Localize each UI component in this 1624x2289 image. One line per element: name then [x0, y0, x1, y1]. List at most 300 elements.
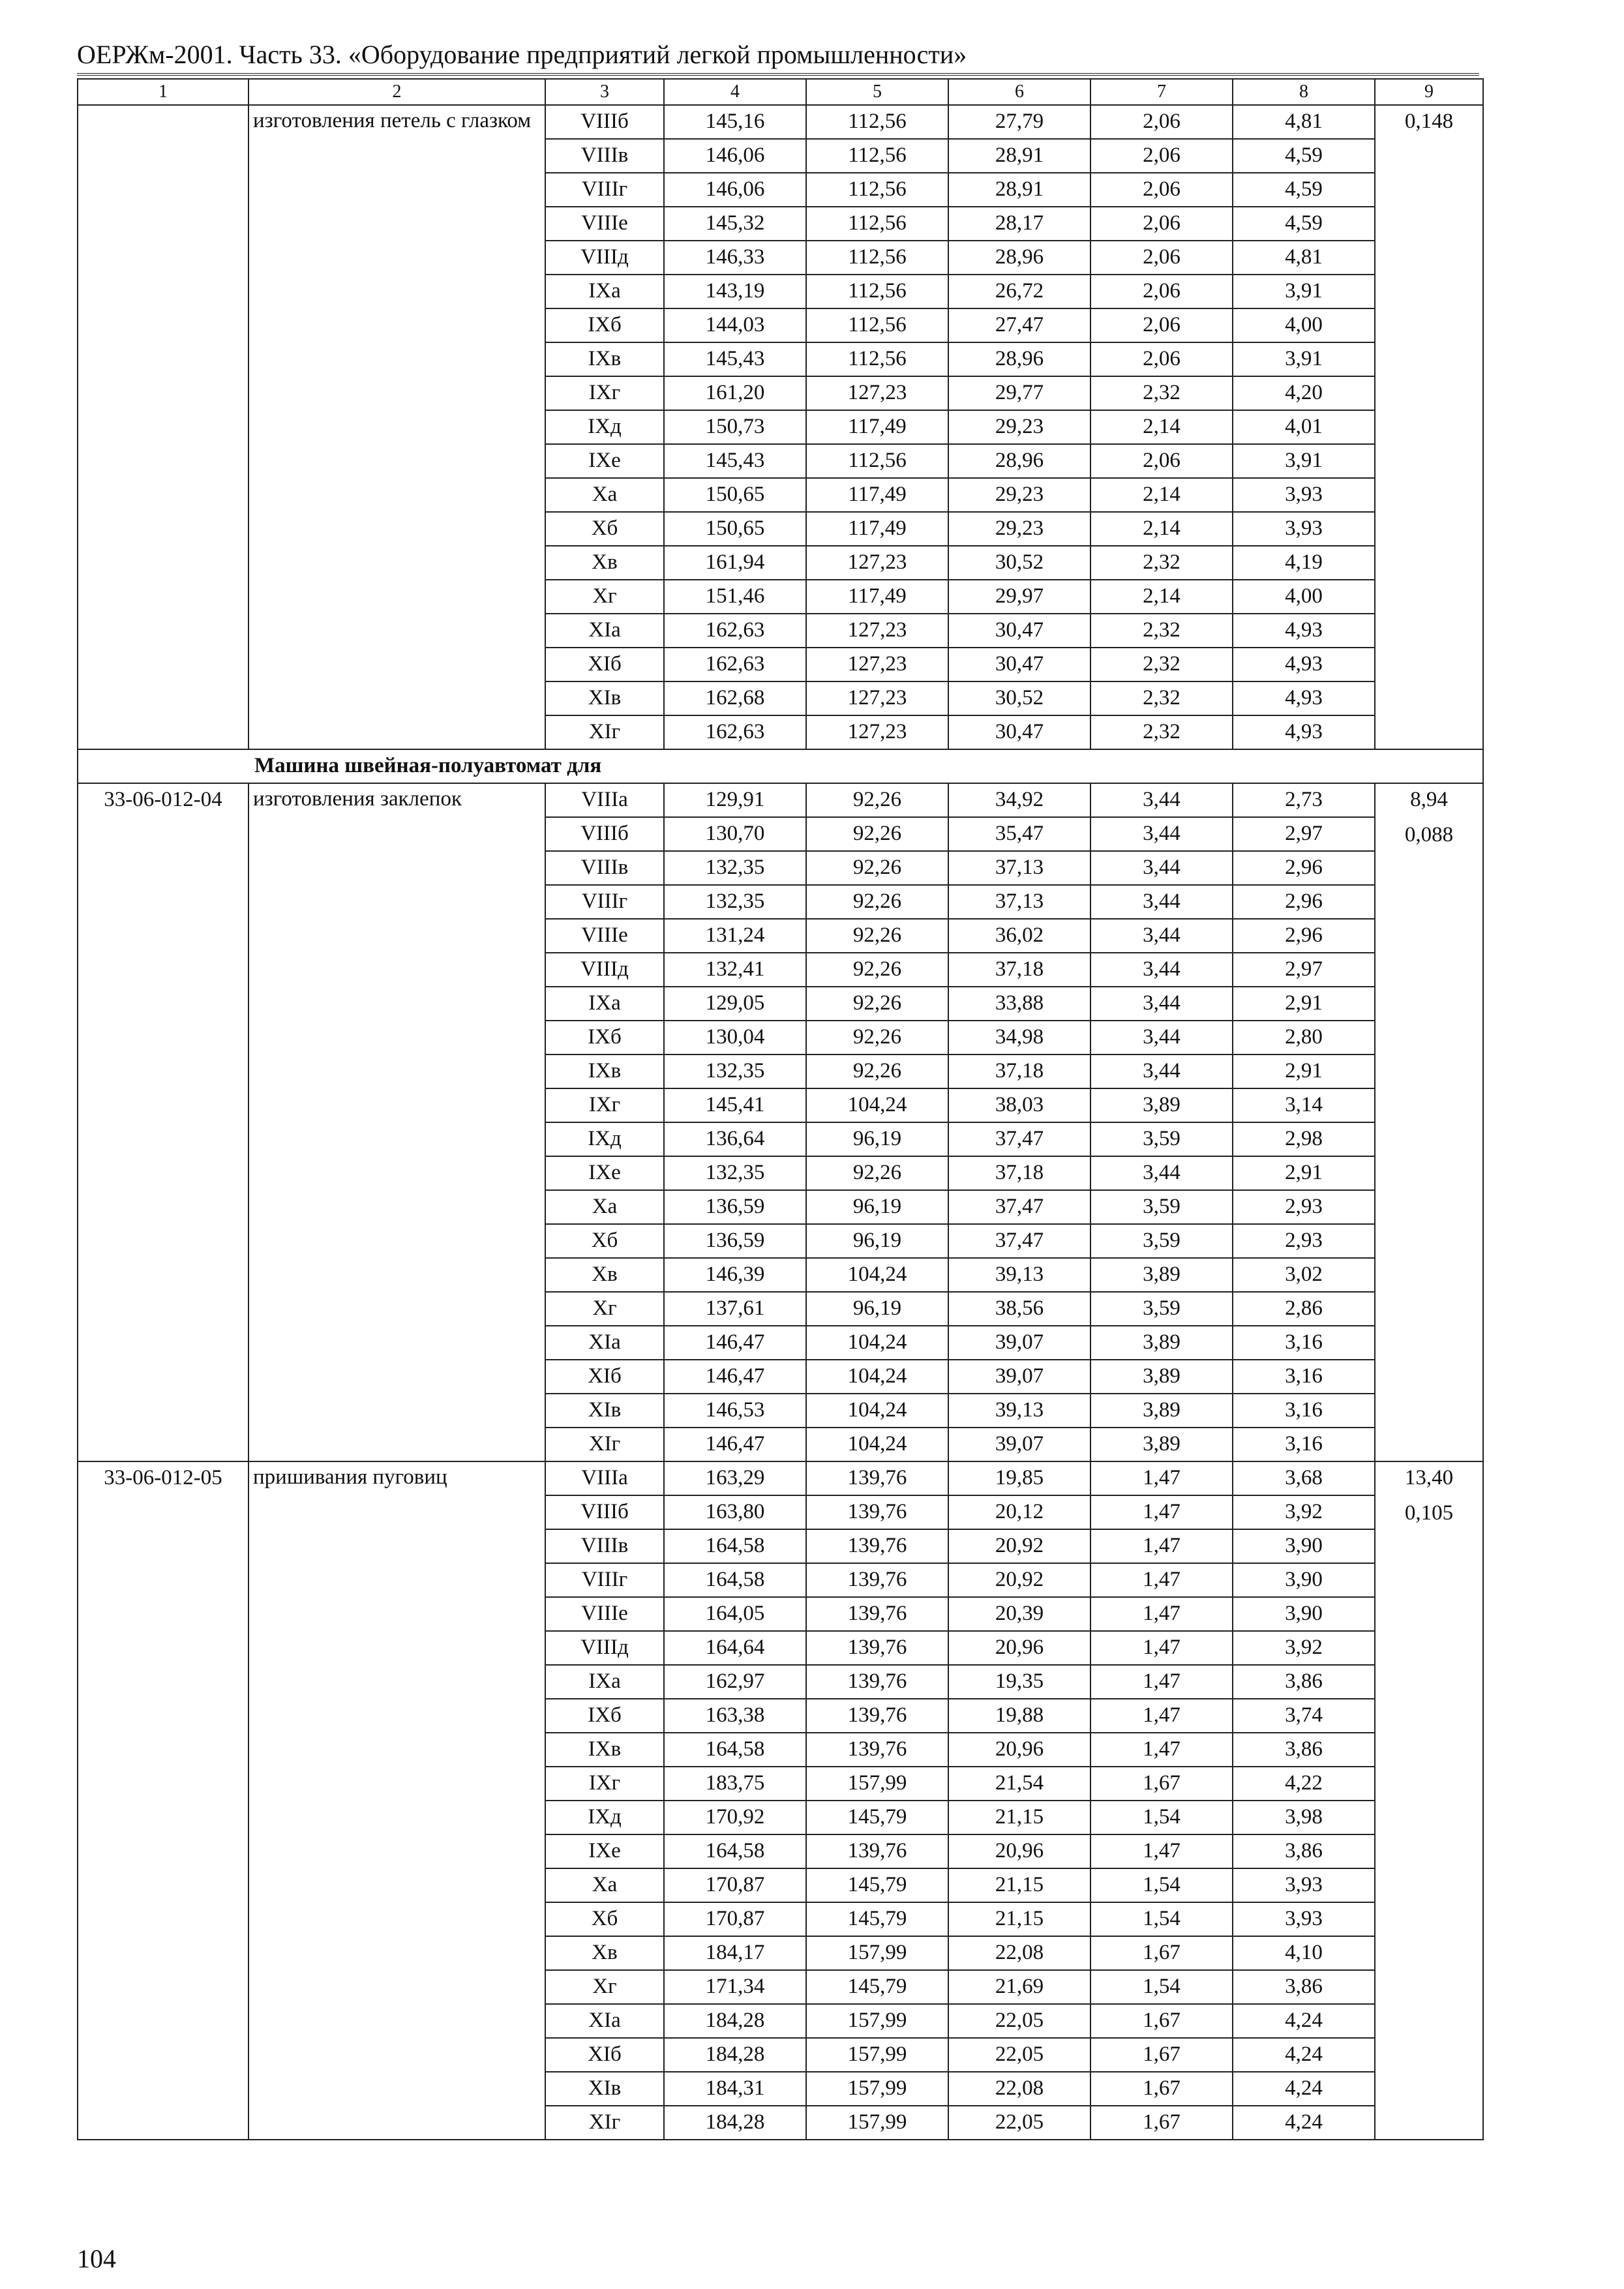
value-cell: 112,56 [806, 308, 948, 342]
value-cell: 136,64 [664, 1122, 806, 1156]
value-cell: 28,91 [948, 173, 1090, 207]
value-cell: 3,90 [1233, 1563, 1375, 1597]
value-cell: 104,24 [806, 1394, 948, 1428]
value-cell: 3,89 [1090, 1088, 1233, 1122]
value-cell: 145,32 [664, 207, 806, 241]
value-cell: 145,79 [806, 1868, 948, 1902]
section-title-row [78, 749, 1483, 783]
value-cell: 183,75 [664, 1767, 806, 1801]
value-cell: 1,54 [1090, 1801, 1233, 1834]
value-cell: 29,77 [948, 376, 1090, 410]
value-cell: 162,63 [664, 614, 806, 648]
value-cell: 28,96 [948, 342, 1090, 376]
value-cell: 1,67 [1090, 1767, 1233, 1801]
value-cell: 4,00 [1233, 308, 1375, 342]
value-cell: 161,94 [664, 546, 806, 580]
value-cell: 3,16 [1233, 1394, 1375, 1428]
value-cell: 39,13 [948, 1394, 1090, 1428]
equipment-name-cell: изготовления заклепок [248, 783, 545, 1461]
value-cell: 3,44 [1090, 885, 1233, 919]
zone-cell: XIб [545, 1360, 664, 1394]
value-cell: 143,19 [664, 275, 806, 308]
zone-cell: IXд [545, 1122, 664, 1156]
value-cell: 3,93 [1233, 512, 1375, 546]
zone-cell: IXа [545, 275, 664, 308]
value-cell: 145,43 [664, 444, 806, 478]
value-cell: 127,23 [806, 376, 948, 410]
value-cell: 4,20 [1233, 376, 1375, 410]
column-number: 1 [78, 79, 248, 105]
zone-cell: VIIIа [545, 783, 664, 817]
value-cell: 164,58 [664, 1733, 806, 1767]
value-cell: 164,58 [664, 1529, 806, 1563]
value-cell: 3,89 [1090, 1394, 1233, 1428]
equipment-name-cell: изготовления петель с глазком [248, 105, 545, 749]
value-cell: 1,67 [1090, 2072, 1233, 2106]
value-cell: 2,91 [1233, 1156, 1375, 1190]
value-cell: 1,54 [1090, 1868, 1233, 1902]
value-cell: 3,59 [1090, 1190, 1233, 1224]
value-cell: 171,34 [664, 1970, 806, 2004]
value-cell: 1,67 [1090, 2038, 1233, 2072]
zone-cell: XIв [545, 681, 664, 715]
value-cell: 27,79 [948, 105, 1090, 139]
value-cell: 3,16 [1233, 1360, 1375, 1394]
value-cell: 37,18 [948, 953, 1090, 987]
column-number: 4 [664, 79, 806, 105]
value-cell: 37,47 [948, 1224, 1090, 1258]
zone-cell: IXб [545, 1021, 664, 1055]
value-cell: 151,46 [664, 580, 806, 614]
value-cell: 19,85 [948, 1461, 1090, 1495]
zone-cell: VIIIв [545, 139, 664, 173]
value-cell: 146,39 [664, 1258, 806, 1292]
zone-cell: VIIIв [545, 851, 664, 885]
value-cell: 139,76 [806, 1699, 948, 1733]
value-cell: 1,54 [1090, 1970, 1233, 2004]
value-cell: 4,59 [1233, 173, 1375, 207]
value-cell: 96,19 [806, 1122, 948, 1156]
value-cell: 117,49 [806, 478, 948, 512]
equipment-name-cell: пришивания пуговиц [248, 1461, 545, 2140]
value-cell: 4,59 [1233, 207, 1375, 241]
value-cell: 3,92 [1233, 1631, 1375, 1665]
zone-cell: VIIIг [545, 173, 664, 207]
column-9-cell [1375, 105, 1483, 749]
value-cell: 117,49 [806, 580, 948, 614]
value-cell: 146,47 [664, 1428, 806, 1461]
value-cell: 117,49 [806, 512, 948, 546]
zone-cell: XIа [545, 614, 664, 648]
value-cell: 92,26 [806, 817, 948, 851]
zone-cell: XIг [545, 715, 664, 749]
value-cell: 157,99 [806, 2004, 948, 2038]
value-cell: 3,44 [1090, 1021, 1233, 1055]
value-cell: 3,86 [1233, 1970, 1375, 2004]
value-cell: 1,47 [1090, 1563, 1233, 1597]
value-cell: 2,32 [1090, 614, 1233, 648]
zone-cell: Xв [545, 546, 664, 580]
value-cell: 164,58 [664, 1834, 806, 1868]
value-cell: 163,38 [664, 1699, 806, 1733]
zone-cell: IXг [545, 1767, 664, 1801]
value-cell: 1,47 [1090, 1733, 1233, 1767]
value-cell: 2,96 [1233, 885, 1375, 919]
value-cell: 29,23 [948, 478, 1090, 512]
zone-cell: Xб [545, 512, 664, 546]
zone-cell: IXг [545, 376, 664, 410]
zone-cell: Xг [545, 1292, 664, 1326]
value-cell: 2,96 [1233, 919, 1375, 953]
zone-cell: IXг [545, 1088, 664, 1122]
value-cell: 26,72 [948, 275, 1090, 308]
resource-code-cell: 33-06-012-05 [78, 1461, 248, 2140]
column-number: 2 [248, 79, 545, 105]
value-cell: 162,63 [664, 715, 806, 749]
value-cell: 184,28 [664, 2004, 806, 2038]
value-cell: 3,93 [1233, 1902, 1375, 1936]
value-cell: 139,76 [806, 1733, 948, 1767]
value-cell: 136,59 [664, 1190, 806, 1224]
value-cell: 112,56 [806, 342, 948, 376]
value-cell: 104,24 [806, 1428, 948, 1461]
value-cell: 37,18 [948, 1156, 1090, 1190]
value-cell: 164,05 [664, 1597, 806, 1631]
value-cell: 37,47 [948, 1122, 1090, 1156]
value-cell: 4,81 [1233, 241, 1375, 275]
column-number: 3 [545, 79, 664, 105]
value-cell: 146,53 [664, 1394, 806, 1428]
column-9-value: 0,088 [1404, 823, 1454, 846]
zone-cell: Xг [545, 580, 664, 614]
value-cell: 4,00 [1233, 580, 1375, 614]
resource-code-cell: 33-06-012-04 [78, 783, 248, 1461]
zone-cell: VIIIе [545, 919, 664, 953]
zone-cell: XIв [545, 2072, 664, 2106]
value-cell: 37,13 [948, 885, 1090, 919]
value-cell: 30,47 [948, 614, 1090, 648]
value-cell: 150,65 [664, 478, 806, 512]
value-cell: 3,89 [1090, 1360, 1233, 1394]
zone-cell: Xв [545, 1936, 664, 1970]
value-cell: 4,59 [1233, 139, 1375, 173]
zone-cell: VIIIг [545, 1563, 664, 1597]
value-cell: 39,07 [948, 1360, 1090, 1394]
value-cell: 4,22 [1233, 1767, 1375, 1801]
value-cell: 34,98 [948, 1021, 1090, 1055]
value-cell: 22,08 [948, 1936, 1090, 1970]
value-cell: 1,67 [1090, 2004, 1233, 2038]
value-cell: 3,86 [1233, 1834, 1375, 1868]
value-cell: 34,92 [948, 783, 1090, 817]
value-cell: 162,63 [664, 648, 806, 681]
value-cell: 36,02 [948, 919, 1090, 953]
value-cell: 2,86 [1233, 1292, 1375, 1326]
value-cell: 104,24 [806, 1326, 948, 1360]
value-cell: 2,06 [1090, 241, 1233, 275]
zone-cell: Xб [545, 1224, 664, 1258]
value-cell: 145,41 [664, 1088, 806, 1122]
value-cell: 22,08 [948, 2072, 1090, 2106]
value-cell: 150,73 [664, 410, 806, 444]
value-cell: 2,73 [1233, 783, 1375, 817]
value-cell: 19,35 [948, 1665, 1090, 1699]
zone-cell: XIб [545, 648, 664, 681]
zone-cell: Xг [545, 1970, 664, 2004]
value-cell: 39,13 [948, 1258, 1090, 1292]
value-cell: 3,44 [1090, 919, 1233, 953]
value-cell: 139,76 [806, 1597, 948, 1631]
value-cell: 38,56 [948, 1292, 1090, 1326]
value-cell: 157,99 [806, 2038, 948, 2072]
zone-cell: VIIIв [545, 1529, 664, 1563]
zone-cell: VIIIд [545, 953, 664, 987]
zone-cell: XIб [545, 2038, 664, 2072]
value-cell: 170,87 [664, 1868, 806, 1902]
zone-cell: IXе [545, 1834, 664, 1868]
page-header: ОЕРЖм-2001. Часть 33. «Оборудование предприятий легкой промышленности» [77, 38, 1479, 76]
value-cell: 20,96 [948, 1834, 1090, 1868]
value-cell: 4,19 [1233, 546, 1375, 580]
value-cell: 145,79 [806, 1970, 948, 2004]
value-cell: 112,56 [806, 207, 948, 241]
value-cell: 33,88 [948, 987, 1090, 1021]
zone-cell: XIа [545, 2004, 664, 2038]
value-cell: 39,07 [948, 1326, 1090, 1360]
value-cell: 145,16 [664, 105, 806, 139]
value-cell: 37,18 [948, 1055, 1090, 1088]
value-cell: 132,41 [664, 953, 806, 987]
value-cell: 2,98 [1233, 1122, 1375, 1156]
zone-cell: Xа [545, 1868, 664, 1902]
value-cell: 1,47 [1090, 1597, 1233, 1631]
value-cell: 92,26 [806, 919, 948, 953]
value-cell: 3,59 [1090, 1224, 1233, 1258]
value-cell: 30,47 [948, 648, 1090, 681]
value-cell: 157,99 [806, 1936, 948, 1970]
value-cell: 4,93 [1233, 681, 1375, 715]
value-cell: 19,88 [948, 1699, 1090, 1733]
value-cell: 117,49 [806, 410, 948, 444]
value-cell: 28,17 [948, 207, 1090, 241]
value-cell: 1,47 [1090, 1631, 1233, 1665]
value-cell: 30,52 [948, 546, 1090, 580]
column-9-value: 0,105 [1404, 1501, 1454, 1525]
value-cell: 4,24 [1233, 2038, 1375, 2072]
value-cell: 136,59 [664, 1224, 806, 1258]
value-cell: 184,28 [664, 2106, 806, 2140]
zone-cell: IXа [545, 1665, 664, 1699]
zone-cell: Xв [545, 1258, 664, 1292]
value-cell: 162,97 [664, 1665, 806, 1699]
value-cell: 146,06 [664, 173, 806, 207]
value-cell: 1,47 [1090, 1529, 1233, 1563]
zone-cell: XIг [545, 2106, 664, 2140]
value-cell: 4,24 [1233, 2072, 1375, 2106]
value-cell: 139,76 [806, 1665, 948, 1699]
value-cell: 3,16 [1233, 1326, 1375, 1360]
value-cell: 3,44 [1090, 1055, 1233, 1088]
value-cell: 1,47 [1090, 1834, 1233, 1868]
value-cell: 3,86 [1233, 1665, 1375, 1699]
value-cell: 21,15 [948, 1868, 1090, 1902]
value-cell: 112,56 [806, 275, 948, 308]
zone-cell: VIIIб [545, 817, 664, 851]
column-9-value: 13,40 [1404, 1466, 1454, 1489]
column-number: 8 [1233, 79, 1375, 105]
value-cell: 22,05 [948, 2106, 1090, 2140]
table-row [78, 105, 1483, 139]
value-cell: 146,33 [664, 241, 806, 275]
zone-cell: XIв [545, 1394, 664, 1428]
value-cell: 21,69 [948, 1970, 1090, 2004]
value-cell: 2,80 [1233, 1021, 1375, 1055]
value-cell: 92,26 [806, 1156, 948, 1190]
value-cell: 3,68 [1233, 1461, 1375, 1495]
value-cell: 3,44 [1090, 851, 1233, 885]
value-cell: 3,59 [1090, 1292, 1233, 1326]
value-cell: 20,96 [948, 1733, 1090, 1767]
value-cell: 112,56 [806, 139, 948, 173]
value-cell: 1,47 [1090, 1665, 1233, 1699]
zone-cell: VIIIд [545, 1631, 664, 1665]
zone-cell: IXа [545, 987, 664, 1021]
zone-cell: IXв [545, 1055, 664, 1088]
value-cell: 92,26 [806, 987, 948, 1021]
value-cell: 170,87 [664, 1902, 806, 1936]
value-cell: 130,04 [664, 1021, 806, 1055]
value-cell: 92,26 [806, 953, 948, 987]
value-cell: 2,91 [1233, 1055, 1375, 1088]
section-title: Машина швейная-полуавтомат для [78, 749, 1483, 783]
zone-cell: IXд [545, 410, 664, 444]
value-cell: 96,19 [806, 1292, 948, 1326]
column-number: 9 [1375, 79, 1483, 105]
value-cell: 1,54 [1090, 1902, 1233, 1936]
value-cell: 184,17 [664, 1936, 806, 1970]
zone-cell: IXд [545, 1801, 664, 1834]
value-cell: 129,05 [664, 987, 806, 1021]
value-cell: 112,56 [806, 173, 948, 207]
value-cell: 3,91 [1233, 444, 1375, 478]
value-cell: 130,70 [664, 817, 806, 851]
value-cell: 2,14 [1090, 478, 1233, 512]
value-cell: 3,91 [1233, 342, 1375, 376]
value-cell: 37,13 [948, 851, 1090, 885]
value-cell: 3,44 [1090, 953, 1233, 987]
value-cell: 92,26 [806, 851, 948, 885]
zone-cell: VIIIе [545, 207, 664, 241]
value-cell: 20,96 [948, 1631, 1090, 1665]
value-cell: 2,06 [1090, 342, 1233, 376]
value-cell: 2,06 [1090, 173, 1233, 207]
value-cell: 139,76 [806, 1529, 948, 1563]
zone-cell: Xб [545, 1902, 664, 1936]
value-cell: 2,32 [1090, 546, 1233, 580]
value-cell: 144,03 [664, 308, 806, 342]
value-cell: 29,97 [948, 580, 1090, 614]
value-cell: 20,92 [948, 1563, 1090, 1597]
value-cell: 2,93 [1233, 1224, 1375, 1258]
value-cell: 1,47 [1090, 1495, 1233, 1529]
zone-cell: IXб [545, 1699, 664, 1733]
value-cell: 146,47 [664, 1326, 806, 1360]
value-cell: 2,06 [1090, 207, 1233, 241]
value-cell: 3,93 [1233, 478, 1375, 512]
value-cell: 20,39 [948, 1597, 1090, 1631]
zone-cell: XIа [545, 1326, 664, 1360]
value-cell: 3,16 [1233, 1428, 1375, 1461]
zone-cell: VIIIа [545, 1461, 664, 1495]
zone-cell: VIIIд [545, 241, 664, 275]
value-cell: 28,91 [948, 139, 1090, 173]
value-cell: 164,64 [664, 1631, 806, 1665]
value-cell: 2,32 [1090, 376, 1233, 410]
value-cell: 2,06 [1090, 444, 1233, 478]
column-9-cell [1375, 1461, 1483, 2140]
value-cell: 127,23 [806, 681, 948, 715]
zone-cell: IXе [545, 1156, 664, 1190]
value-cell: 163,29 [664, 1461, 806, 1495]
value-cell: 21,54 [948, 1767, 1090, 1801]
zone-cell: VIIIг [545, 885, 664, 919]
value-cell: 145,79 [806, 1801, 948, 1834]
value-cell: 2,32 [1090, 681, 1233, 715]
value-cell: 127,23 [806, 546, 948, 580]
value-cell: 96,19 [806, 1224, 948, 1258]
value-cell: 132,35 [664, 851, 806, 885]
value-cell: 146,47 [664, 1360, 806, 1394]
value-cell: 112,56 [806, 444, 948, 478]
value-cell: 2,97 [1233, 817, 1375, 851]
value-cell: 146,06 [664, 139, 806, 173]
value-cell: 2,06 [1090, 275, 1233, 308]
value-cell: 3,93 [1233, 1868, 1375, 1902]
value-cell: 163,80 [664, 1495, 806, 1529]
resource-code-cell [78, 105, 248, 749]
value-cell: 1,47 [1090, 1699, 1233, 1733]
value-cell: 3,44 [1090, 1156, 1233, 1190]
zone-cell: Xа [545, 478, 664, 512]
value-cell: 104,24 [806, 1088, 948, 1122]
value-cell: 1,67 [1090, 1936, 1233, 1970]
column-number: 7 [1090, 79, 1233, 105]
value-cell: 145,79 [806, 1902, 948, 1936]
value-cell: 162,68 [664, 681, 806, 715]
value-cell: 4,24 [1233, 2004, 1375, 2038]
value-cell: 92,26 [806, 783, 948, 817]
value-cell: 4,24 [1233, 2106, 1375, 2140]
value-cell: 2,32 [1090, 715, 1233, 749]
rates-table [77, 78, 1484, 2140]
value-cell: 127,23 [806, 648, 948, 681]
value-cell: 4,93 [1233, 715, 1375, 749]
value-cell: 3,90 [1233, 1597, 1375, 1631]
zone-cell: IXв [545, 1733, 664, 1767]
value-cell: 3,44 [1090, 817, 1233, 851]
value-cell: 132,35 [664, 1156, 806, 1190]
value-cell: 22,05 [948, 2004, 1090, 2038]
page-number: 104 [77, 2244, 116, 2273]
value-cell: 3,98 [1233, 1801, 1375, 1834]
value-cell: 4,10 [1233, 1936, 1375, 1970]
value-cell: 157,99 [806, 2106, 948, 2140]
column-9-value: 8,94 [1410, 788, 1448, 811]
value-cell: 30,47 [948, 715, 1090, 749]
value-cell: 28,96 [948, 241, 1090, 275]
value-cell: 2,06 [1090, 105, 1233, 139]
column-9-cell [1375, 783, 1483, 1461]
